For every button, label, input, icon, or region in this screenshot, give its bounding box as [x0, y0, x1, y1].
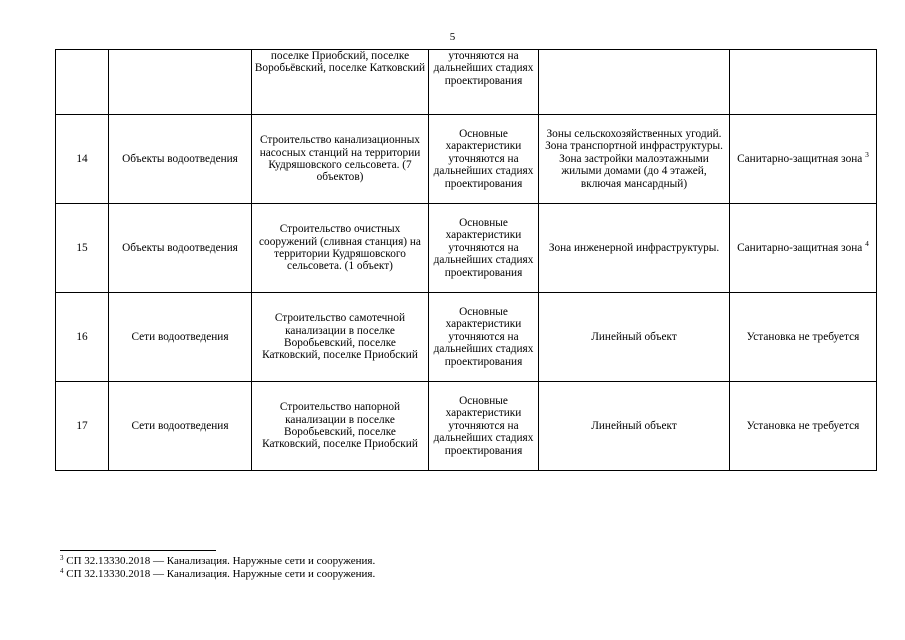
- protection-zone-cell: Установка не требуется: [730, 382, 877, 471]
- object-type-cell: [109, 50, 252, 115]
- row-number-cell: 16: [56, 293, 109, 382]
- table-row: [56, 204, 877, 293]
- footnote-text: СП 32.13330.2018 — Канализация. Наружные сети и сооружения.: [66, 555, 376, 567]
- row-number-cell: 14: [56, 115, 109, 204]
- object-type-cell: Объекты водоотведения: [109, 204, 252, 293]
- protection-zone-cell: Установка не требуется: [730, 293, 877, 382]
- protection-zone-cell: [730, 50, 877, 115]
- row-number-cell: 15: [56, 204, 109, 293]
- protection-text: Санитарно-защитная зона: [737, 152, 863, 165]
- characteristics-cell: уточняются на дальнейших стадиях проектирования: [429, 50, 539, 115]
- footnote-mark: 4: [60, 566, 64, 575]
- description-cell: Строительство напорной канализации в поселке Воробьевский, поселке Катковский, поселке Приобский: [252, 382, 429, 471]
- characteristics-cell: Основные характеристики уточняются на дальнейших стадиях проектирования: [429, 293, 539, 382]
- table-row: [56, 382, 877, 471]
- characteristics-cell: Основные характеристики уточняются на дальнейших стадиях проектирования: [429, 204, 539, 293]
- footnote-ref: 4: [865, 238, 869, 248]
- footnote-separator: [60, 550, 216, 551]
- objects-table: [55, 49, 877, 471]
- description-cell: поселке Приобский, поселке Воробьёвский, поселке Катковский: [252, 50, 429, 115]
- footnote: [60, 568, 375, 581]
- zone-cell: [539, 50, 730, 115]
- footnote-text: СП 32.13330.2018 — Канализация. Наружные сети и сооружения.: [66, 567, 376, 580]
- protection-zone-cell: [730, 204, 877, 293]
- footnote: [60, 555, 375, 568]
- table-row: [56, 115, 877, 204]
- footnote-ref: 3: [865, 149, 869, 159]
- object-type-cell: Сети водоотведения: [109, 382, 252, 471]
- row-number-cell: 17: [56, 382, 109, 471]
- object-type-cell: Сети водоотведения: [109, 293, 252, 382]
- description-cell: Строительство самотечной канализации в поселке Воробьевский, поселке Катковский, поселке Приобский: [252, 293, 429, 382]
- zone-cell: Линейный объект: [539, 293, 730, 382]
- protection-zone-cell: [730, 115, 877, 204]
- footnote-mark: 3: [60, 554, 64, 562]
- protection-text: Санитарно-защитная зона: [737, 241, 863, 254]
- table-row: [56, 293, 877, 382]
- object-type-cell: Объекты водоотведения: [109, 115, 252, 204]
- characteristics-cell: Основные характеристики уточняются на дальнейших стадиях проектирования: [429, 115, 539, 204]
- zone-cell: Зоны сельскохозяйственных угодий. Зона транспортной инфраструктуры. Зона застройки малоэтажными жилыми домами (до 4 этажей, включая мансардный): [539, 115, 730, 204]
- zone-cell: Зона инженерной инфраструктуры.: [539, 204, 730, 293]
- row-number-cell: [56, 50, 109, 115]
- description-cell: Строительство очистных сооружений (сливная станция) на территории Кудряшовского сельсовета. (1 объект): [252, 204, 429, 293]
- zone-cell: Линейный объект: [539, 382, 730, 471]
- table-row: [56, 50, 877, 115]
- footnotes: [60, 555, 375, 580]
- description-cell: Строительство канализационных насосных станций на территории Кудряшовского сельсовета. (7 объектов): [252, 115, 429, 204]
- characteristics-cell: Основные характеристики уточняются на дальнейших стадиях проектирования: [429, 382, 539, 471]
- page-number: 5: [449, 31, 456, 43]
